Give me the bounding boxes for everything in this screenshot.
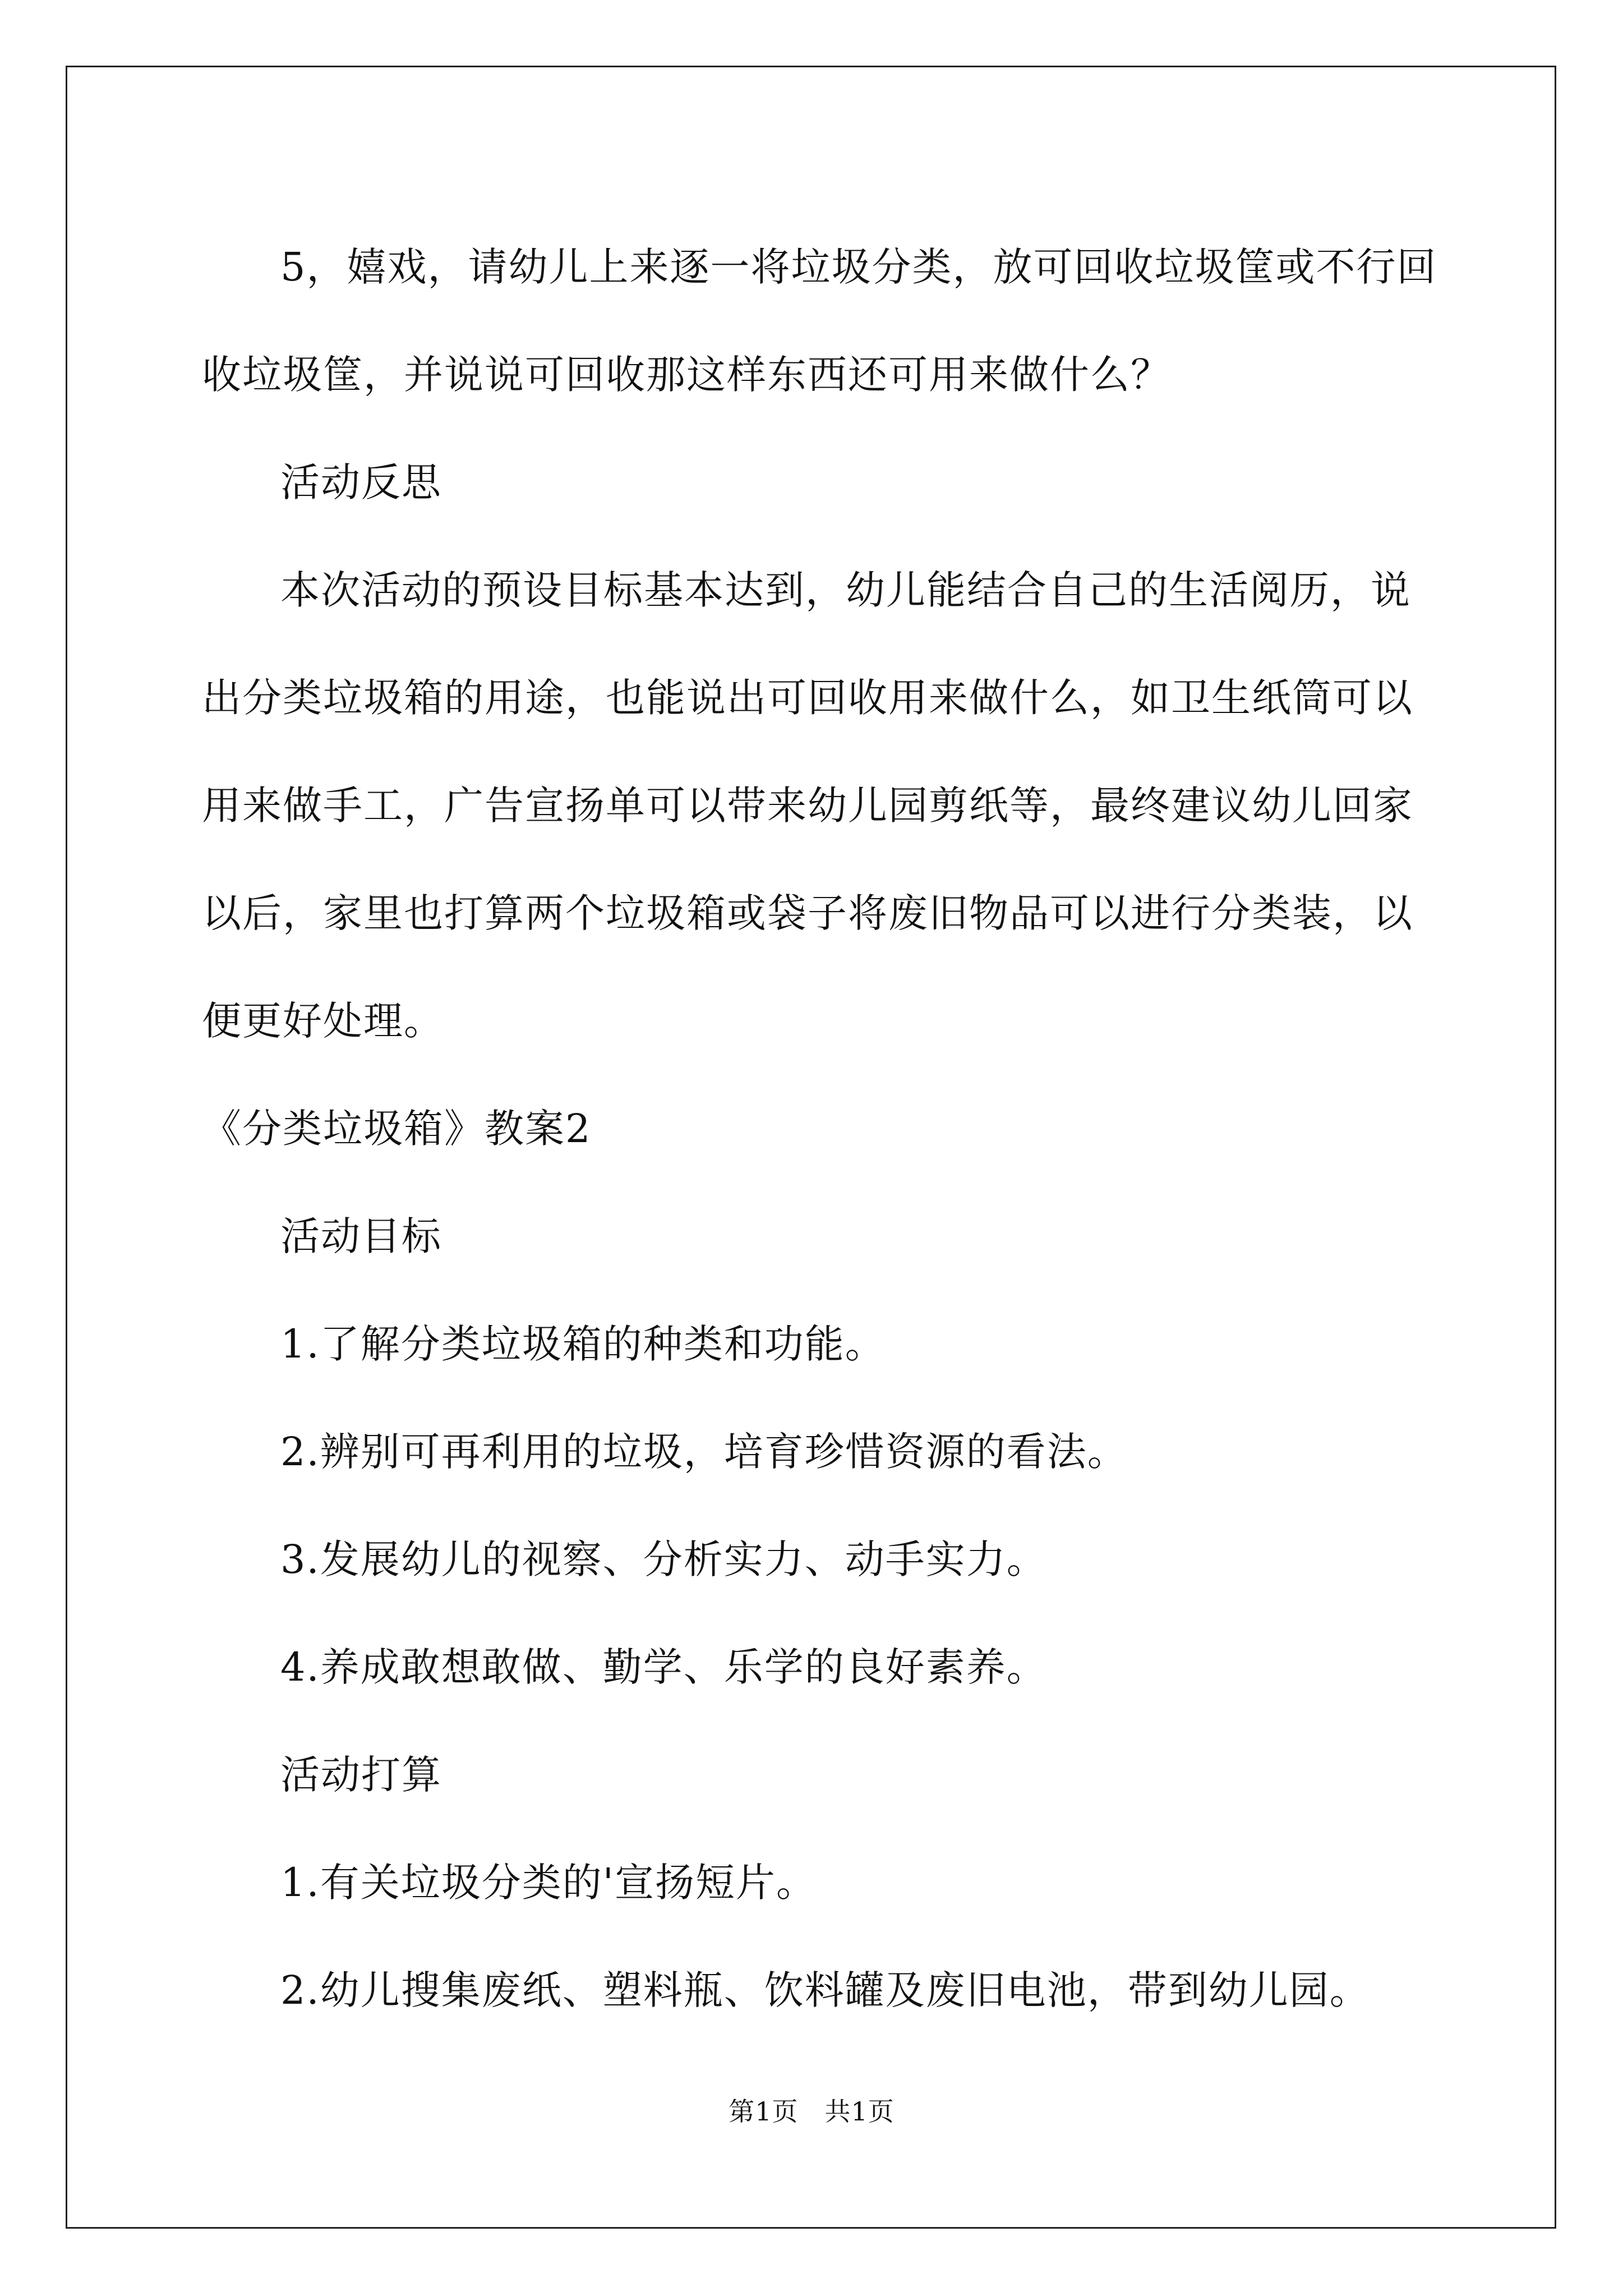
paragraph-reflection [202, 536, 1436, 1075]
section-heading-preparation: 活动打算 [280, 1752, 442, 1798]
text-line: 收垃圾筐，并说说可回收那这样东西还可用来做什么？ [202, 352, 1171, 398]
goal-item-3: 3.发展幼儿的视察、分析实力、动手实力。 [280, 1536, 1047, 1582]
text-line: 5，嬉戏，请幼儿上来逐一将垃圾分类，放可回收垃圾筐或不行回 [280, 244, 1437, 290]
text-line: 以后，家里也打算两个垃圾箱或袋子将废旧物品可以进行分类装，以 [202, 890, 1413, 936]
text-line: 出分类垃圾箱的用途，也能说出可回收用来做什么，如卫生纸筒可以 [202, 675, 1413, 721]
paragraph-game-step [202, 213, 1436, 429]
goal-item-2: 2.辨别可再利用的垃圾，培育珍惜资源的看法。 [280, 1429, 1128, 1475]
goal-item-1: 1.了解分类垃圾箱的种类和功能。 [280, 1321, 886, 1367]
goal-item-4: 4.养成敢想敢做、勤学、乐学的良好素养。 [280, 1644, 1047, 1690]
section-heading-goals: 活动目标 [280, 1213, 442, 1259]
document-body [202, 213, 1436, 2044]
text-line: 便更好处理。 [202, 998, 444, 1044]
section-heading-reflection: 活动反思 [280, 459, 442, 505]
prep-item-2: 2.幼儿搜集废纸、塑料瓶、饮料罐及废旧电池，带到幼儿园。 [280, 1967, 1370, 2013]
text-line: 用来做手工，广告宣扬单可以带来幼儿园剪纸等，最终建议幼儿回家 [202, 783, 1413, 829]
prep-item-1: 1.有关垃圾分类的'宣扬短片。 [280, 1860, 817, 1906]
page-footer: 第1页 共1页 [728, 2096, 895, 2127]
lesson-title: 《分类垃圾箱》教案2 [202, 1106, 592, 1152]
text-line: 本次活动的预设目标基本达到，幼儿能结合自己的生活阅历，说 [280, 567, 1411, 613]
